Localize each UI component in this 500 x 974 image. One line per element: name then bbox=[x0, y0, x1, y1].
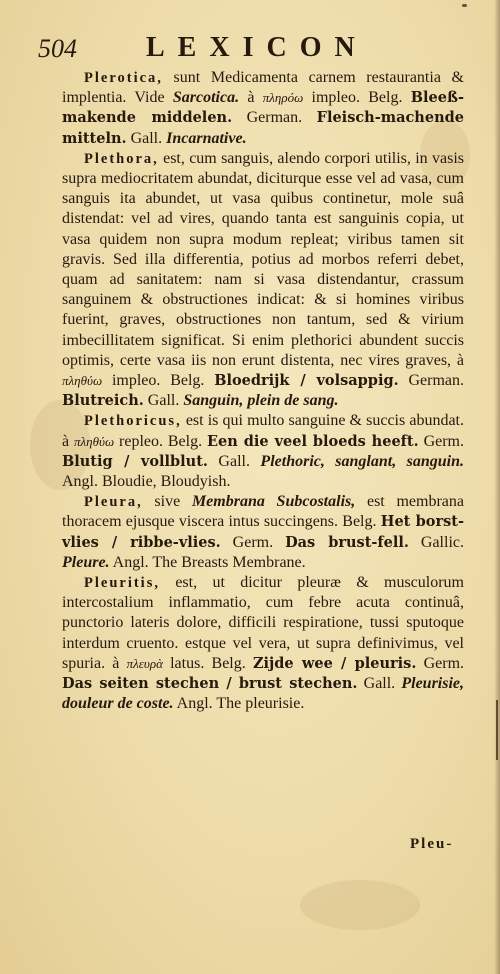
definition-text: Gall. bbox=[126, 129, 167, 147]
blackletter-translation: Bleeß-makende middelen. bbox=[62, 89, 464, 127]
blackletter-translation: Een die veel bloeds heeft. bbox=[207, 432, 419, 450]
definition-text: Gall. bbox=[143, 392, 184, 410]
page-header bbox=[38, 32, 418, 64]
greek-etymon: πλευρὰ bbox=[126, 655, 163, 671]
blackletter-translation: Blutig / vollblut. bbox=[62, 452, 208, 470]
ink-speck bbox=[462, 4, 467, 7]
blackletter-translation: Bloedrijk / volsappig. bbox=[214, 372, 399, 390]
dictionary-entry bbox=[62, 68, 464, 149]
definition-text: est, ut dicitur pleuræ & musculorum intercostalium inflammatio, cum febre acuta continuâ, punctorio lateris dolore, difficili respiratione, tussi sputoque interdum cruento. estque vel vera, ut supra definivimus, vel spuria. à bbox=[62, 574, 464, 672]
page-edge-shadow bbox=[494, 0, 500, 974]
greek-etymon: πληθύω bbox=[74, 433, 115, 449]
definition-text: latus. Belg. bbox=[162, 654, 253, 672]
running-head: LEXICON bbox=[146, 32, 368, 63]
definition-text: Gall. bbox=[207, 452, 261, 470]
dictionary-text bbox=[62, 68, 464, 715]
definition-text: Germ. bbox=[220, 533, 286, 551]
blackletter-translation: Das seiten stechen / brust stechen. bbox=[62, 675, 358, 693]
dictionary-entry bbox=[62, 492, 464, 573]
blackletter-translation: Blutreich. bbox=[62, 392, 144, 410]
italic-term: Plethoric, sanglant, sanguin. bbox=[260, 452, 465, 470]
dictionary-entry bbox=[62, 411, 464, 492]
italic-term: Sarcotica. bbox=[172, 89, 240, 107]
definition-text: German. bbox=[398, 372, 464, 390]
paper-stain bbox=[300, 880, 420, 930]
headword: Plethora, bbox=[84, 150, 159, 167]
definition-text: est, cum sanguis, alendo corpori utilis, in vasis supra mediocritatem abundat, diciturque esse vel ad vasa, cum sanguis ita abundet, ut vasa quibus continetur, mole suâ distendat: vel ad vires, quando tanta est sanguinis copia, ut vasa quidem non supra modum repleat; viribus tamen sit gravis. Sed illa differentia, potius ad morbos referri debet, quam ad sanitatem: nam si vasa distendantur, crassum sanguinem & obstructiones indicat: & si homines viribus fuerint, graves, obstructiones non tantum, sed & virium imbecillitatem significat. Si enim plethorici abundent succis optimis, certe vasa iis non erunt distenta, nec vires graves, à bbox=[62, 149, 464, 369]
definition-text: repleo. Belg. bbox=[114, 432, 207, 450]
italic-term: Pleure. bbox=[62, 553, 110, 571]
blackletter-translation: Zijde wee / pleuris. bbox=[252, 654, 417, 672]
definition-text: impleo. Belg. bbox=[102, 372, 215, 390]
definition-text: à bbox=[239, 89, 263, 107]
greek-etymon: πληρόω bbox=[262, 90, 304, 106]
definition-text: Gallic. bbox=[408, 533, 464, 551]
italic-term: Membrana Subcostalis, bbox=[191, 493, 356, 511]
italic-term: Incarnative. bbox=[166, 129, 247, 147]
definition-text: sunt Medicamenta carnem restaurantia & implentia. Vide bbox=[62, 69, 464, 107]
definition-text: est is qui multo sanguine & succis abundat. à bbox=[62, 412, 464, 450]
blackletter-translation: Das brust-fell. bbox=[285, 533, 409, 551]
definition-text: Angl. The pleurisie. bbox=[173, 695, 305, 713]
headword: Plethoricus, bbox=[84, 413, 182, 430]
blackletter-translation: Het borst-vlies / ribbe-vlies. bbox=[62, 513, 464, 551]
definition-text: German. bbox=[232, 109, 317, 127]
page-number: 504 bbox=[38, 34, 77, 63]
dictionary-entry bbox=[62, 149, 464, 412]
headword: Plerotica, bbox=[84, 70, 163, 86]
definition-text: Germ. bbox=[418, 432, 464, 450]
italic-term: Pleurisie, douleur de coste. bbox=[62, 675, 465, 713]
dictionary-entry bbox=[62, 573, 464, 714]
definition-text: Gall. bbox=[357, 675, 402, 693]
definition-text: Germ. bbox=[416, 654, 465, 672]
definition-text: impleo. Belg. bbox=[303, 89, 411, 107]
headword: Pleuritis, bbox=[84, 575, 160, 592]
greek-etymon: πληθύω bbox=[62, 373, 103, 389]
blackletter-translation: Fleisch-machende mitteln. bbox=[62, 109, 464, 147]
definition-text: est membrana thoracem ejusque viscera intus succingens. Belg. bbox=[62, 493, 464, 531]
headword: Pleura, bbox=[84, 494, 143, 511]
catchword: Pleu- bbox=[410, 836, 454, 852]
definition-text: sive bbox=[142, 493, 192, 511]
italic-term: Sanguin, plein de sang. bbox=[183, 392, 339, 410]
definition-text: Angl. The Breasts Membrane. bbox=[109, 553, 306, 571]
definition-text: Angl. Bloudie, Bloudyish. bbox=[62, 473, 231, 491]
